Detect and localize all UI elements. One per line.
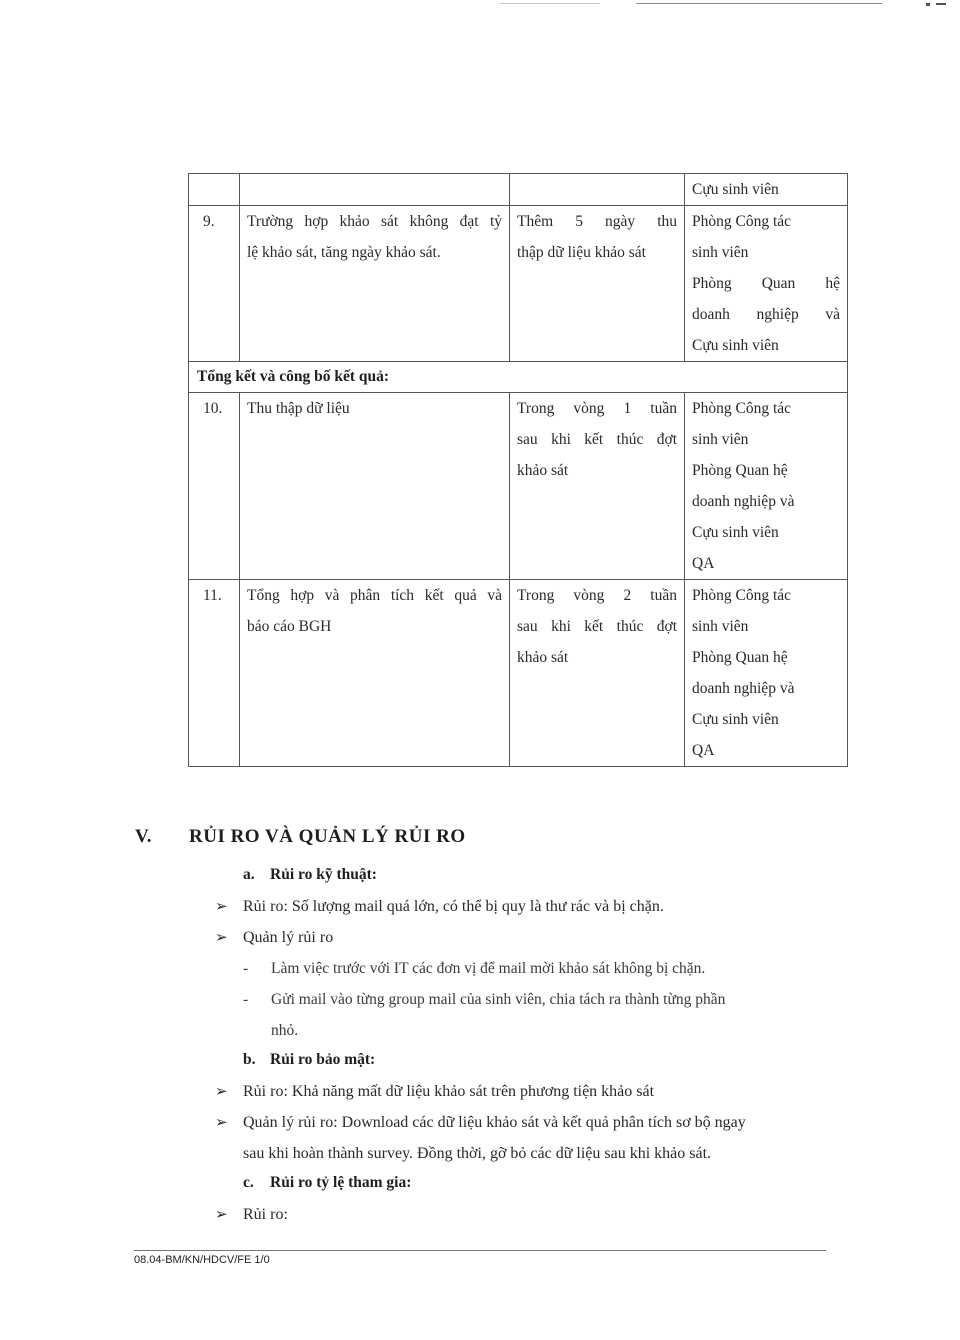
subsection-letter: b. — [243, 1051, 256, 1068]
cell-time — [510, 206, 685, 362]
dash-text: Làm việc trước với IT các đơn vị để mail mời khảo sát không bị chặn. — [271, 960, 706, 977]
header-rule — [636, 3, 882, 4]
task-line: Thu thập dữ liệu — [247, 400, 350, 417]
responsible-line: Phòng Công tác — [692, 213, 792, 230]
cell-task — [240, 174, 510, 206]
cell-responsible — [685, 393, 848, 580]
subsection-title: Rủi ro tỷ lệ tham gia: — [270, 1174, 412, 1191]
cell-time — [510, 580, 685, 767]
cell-time — [510, 174, 685, 206]
time-line: khảo sát — [517, 462, 569, 479]
responsible-line: Phòng Công tác — [692, 400, 792, 417]
arrow-bullet-icon: ➢ — [215, 899, 228, 915]
arrow-bullet-icon: ➢ — [215, 1084, 228, 1100]
responsible-line: QA — [692, 555, 715, 572]
bullet-text: Quản lý rủi ro — [243, 929, 334, 946]
table-row — [189, 393, 848, 580]
cell-time — [510, 393, 685, 580]
cell-number — [189, 174, 240, 206]
bullet-item — [215, 891, 664, 923]
subsection-heading-c — [243, 1174, 411, 1192]
bullet-text: Quản lý rủi ro: Download các dữ liệu khảo sát và kết quả phân tích sơ bộ ngay — [243, 1114, 746, 1131]
responsible-line: doanh nghiệp và — [692, 306, 840, 323]
section-number: V. — [135, 826, 153, 847]
bullet-item — [215, 922, 333, 954]
time-line: sau khi kết thúc đợt — [517, 618, 677, 635]
responsible-line: sinh viên — [692, 244, 749, 261]
cell-number: 11. — [189, 580, 240, 767]
subsection-letter: a. — [243, 866, 255, 883]
responsible-line: Cựu sinh viên — [692, 711, 779, 728]
bullet-text: Rủi ro: — [243, 1206, 288, 1223]
task-line: Tổng hợp và phân tích kết quả và — [247, 587, 502, 604]
subsection-letter: c. — [243, 1174, 254, 1191]
cell-task — [240, 393, 510, 580]
responsible-line: Cựu sinh viên — [692, 524, 779, 541]
cell-responsible — [685, 206, 848, 362]
responsible-line: Cựu sinh viên — [692, 337, 779, 354]
time-line: Trong vòng 1 tuần — [517, 400, 677, 417]
responsible-line: Phòng Công tác — [692, 587, 792, 604]
dash-item — [243, 953, 705, 984]
section-title: RỦI RO VÀ QUẢN LÝ RỦI RO — [189, 826, 466, 847]
header-mark — [926, 3, 930, 6]
subsection-title: Rủi ro kỹ thuật: — [270, 866, 377, 883]
time-line: Thêm 5 ngày thu — [517, 213, 677, 230]
subsection-heading-a — [243, 866, 377, 884]
task-line: lệ khảo sát, tăng ngày khảo sát. — [247, 244, 441, 261]
dash-marker: - — [243, 960, 249, 977]
arrow-bullet-icon: ➢ — [215, 1115, 228, 1131]
table-row — [189, 580, 848, 767]
table-row — [189, 206, 848, 362]
section-heading: Tổng kết và công bố kết quả: — [189, 362, 848, 393]
cell-task — [240, 206, 510, 362]
subsection-heading-b — [243, 1051, 375, 1069]
subsection-title: Rủi ro bảo mật: — [270, 1051, 376, 1068]
cell-responsible — [685, 580, 848, 767]
responsible-line: doanh nghiệp và — [692, 493, 795, 510]
plan-table — [188, 173, 848, 767]
responsible-line: Phòng Quan hệ — [692, 649, 788, 666]
time-line: khảo sát — [517, 649, 569, 666]
responsible-line: Phòng Quan hệ — [692, 462, 788, 479]
cell-responsible — [685, 174, 848, 206]
dash-marker: - — [243, 991, 249, 1008]
bullet-continuation: sau khi hoàn thành survey. Đồng thời, gỡ bỏ các dữ liệu sau khi khảo sát. — [243, 1145, 712, 1162]
dash-item — [243, 984, 725, 1015]
time-line: Trong vòng 2 tuần — [517, 587, 677, 604]
bullet-text: Rủi ro: Khả năng mất dữ liệu khảo sát trên phương tiện khảo sát — [243, 1083, 655, 1100]
footer-rule — [134, 1250, 826, 1251]
task-line: Trường hợp khảo sát không đạt tỷ — [247, 213, 502, 230]
responsible-line: QA — [692, 742, 715, 759]
arrow-bullet-icon: ➢ — [215, 1207, 228, 1223]
bullet-item — [215, 1107, 746, 1139]
time-line: sau khi kết thúc đợt — [517, 431, 677, 448]
header-mark — [936, 3, 946, 5]
bullet-item — [215, 1199, 288, 1231]
dash-continuation: nhỏ. — [271, 1022, 299, 1039]
responsible-line: sinh viên — [692, 618, 749, 635]
table-section-row — [189, 362, 848, 393]
cell-number: 10. — [189, 393, 240, 580]
dash-text: Gửi mail vào từng group mail của sinh viên, chia tách ra thành từng phần — [271, 991, 726, 1008]
responsible-line: doanh nghiệp và — [692, 680, 795, 697]
cell-number: 9. — [189, 206, 240, 362]
section-heading-v — [135, 826, 466, 848]
cell-task — [240, 580, 510, 767]
task-line: báo cáo BGH — [247, 618, 332, 635]
responsible-line: sinh viên — [692, 431, 749, 448]
responsible-line: Phòng Quan hệ — [692, 275, 840, 292]
time-line: thập dữ liệu khảo sát — [517, 244, 646, 261]
footer-document-code: 08.04-BM/KN/HDCV/FE 1/0 — [134, 1254, 270, 1266]
arrow-bullet-icon: ➢ — [215, 930, 228, 946]
bullet-item — [215, 1076, 654, 1108]
table-row — [189, 174, 848, 206]
responsible-line: Cựu sinh viên — [692, 181, 779, 198]
bullet-text: Rủi ro: Số lượng mail quá lớn, có thể bị quy là thư rác và bị chặn. — [243, 898, 664, 915]
header-rule-faint — [500, 3, 600, 4]
